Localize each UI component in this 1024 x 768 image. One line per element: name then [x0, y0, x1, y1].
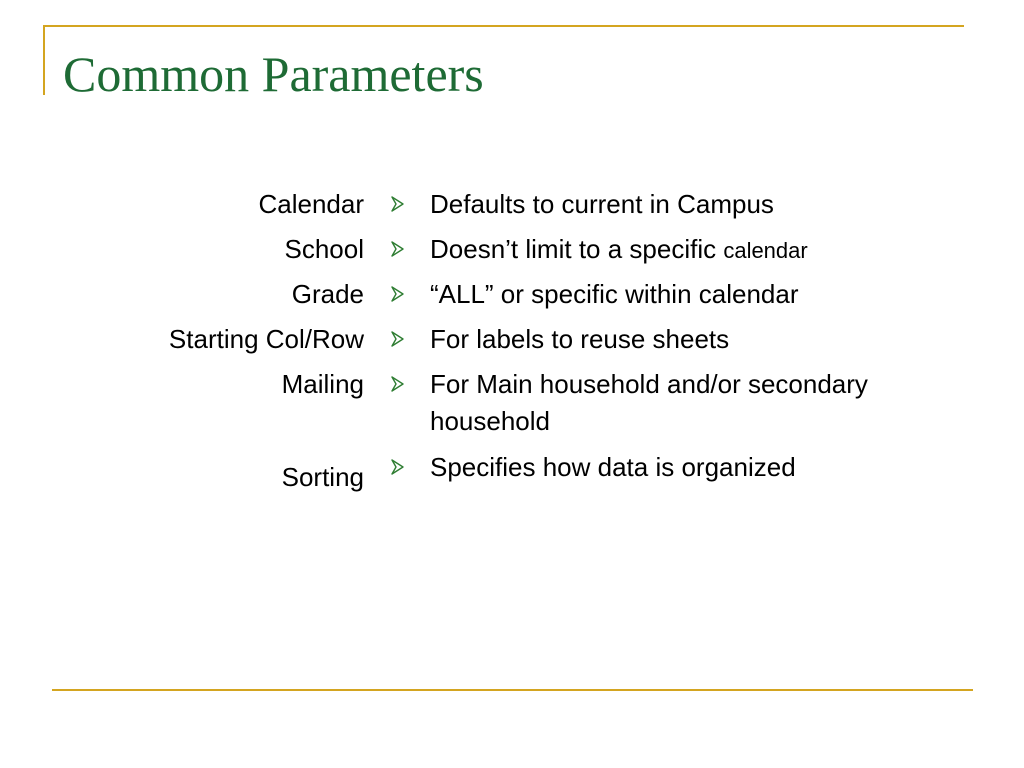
arrowhead-bullet-icon [391, 241, 404, 257]
param-label: Mailing [281, 369, 364, 399]
arrowhead-bullet-icon [391, 459, 404, 475]
param-label: Calendar [258, 189, 364, 219]
arrowhead-bullet-icon [391, 286, 404, 302]
arrowhead-bullet-icon [391, 376, 404, 392]
param-label: Starting Col/Row [168, 324, 364, 354]
slide-title: Common Parameters [63, 46, 484, 102]
arrowhead-bullet-icon [391, 196, 404, 212]
arrowhead-bullet-icon [391, 331, 404, 347]
param-description: Doesn’t limit to a specific calendar [430, 234, 808, 264]
param-label: Sorting [281, 462, 364, 492]
param-label: School [284, 234, 364, 264]
param-description: “ALL” or specific within calendar [430, 279, 799, 309]
param-description: Defaults to current in Campus [430, 189, 774, 219]
param-description: For labels to reuse sheets [430, 324, 730, 354]
param-description: Specifies how data is organized [430, 452, 796, 482]
param-label: Grade [291, 279, 364, 309]
param-description: For Main household and/or secondary household [430, 369, 868, 436]
